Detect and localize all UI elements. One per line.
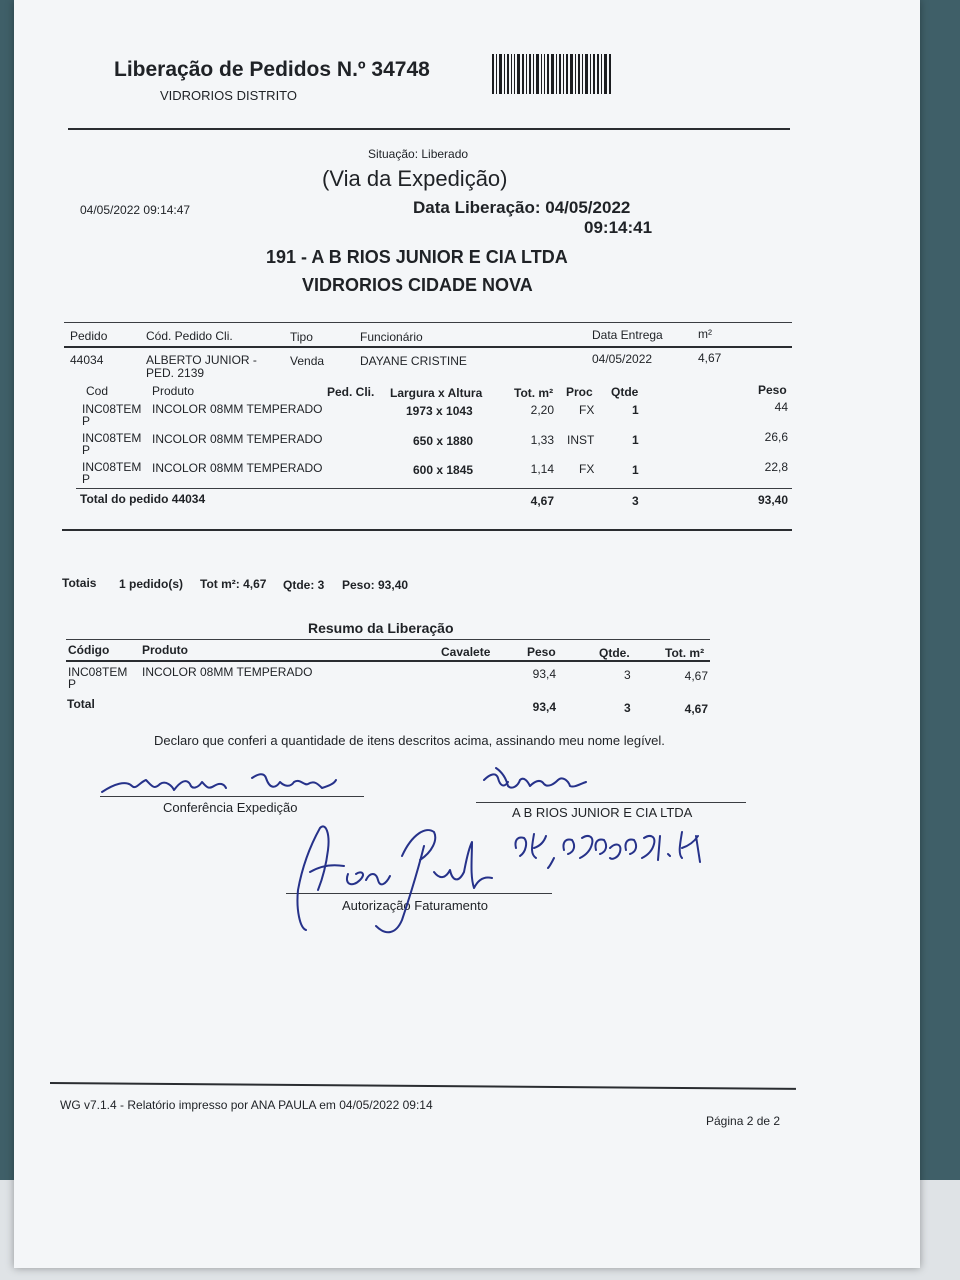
release-date: Data Liberação: 04/05/2022 <box>413 198 631 217</box>
resumo-total-peso: 93,4 <box>532 700 556 714</box>
order-tipo: Venda <box>290 354 325 368</box>
item-peso: 22,8 <box>764 460 788 474</box>
item-dims: 600 x 1845 <box>413 463 474 477</box>
document-title: Liberação de Pedidos N.º 34748 <box>114 58 430 81</box>
item-header-proc: Proc <box>566 385 593 399</box>
item-cod-suffix: P <box>82 414 91 428</box>
resumo-header-tot-m2: Tot. m² <box>665 646 705 660</box>
order-pedido: 44034 <box>70 353 104 367</box>
item-peso: 44 <box>774 400 788 414</box>
item-header-ped-cli: Ped. Cli. <box>327 385 375 399</box>
client-name: 191 - A B RIOS JUNIOR E CIA LTDA <box>266 247 568 267</box>
col-header-cod-cli: Cód. Pedido Cli. <box>146 329 233 343</box>
item-cod: INC08TEM <box>82 431 142 445</box>
resumo-peso: 93,4 <box>532 667 556 681</box>
item-qtde: 1 <box>632 463 639 477</box>
totals-pedidos: 1 pedido(s) <box>119 577 184 591</box>
footer-rule <box>50 1082 796 1090</box>
item-cod: INC08TEM <box>82 402 142 416</box>
printed-timestamp: 04/05/2022 09:14:47 <box>80 203 191 217</box>
item-qtde: 1 <box>632 403 639 417</box>
item-header-cod: Cod <box>86 384 109 398</box>
item-cod-suffix: P <box>82 472 91 486</box>
item-tot-m2: 2,20 <box>530 403 554 417</box>
order-data-entrega: 04/05/2022 <box>592 352 653 366</box>
totals-m2: Tot m²: 4,67 <box>200 577 267 591</box>
totals-peso: Peso: 93,40 <box>342 578 409 592</box>
item-header-qtde: Qtde <box>611 385 639 399</box>
item-header-produto: Produto <box>152 384 195 398</box>
item-cod-suffix: P <box>82 443 91 457</box>
item-cod: INC08TEM <box>82 460 142 474</box>
signature-conferencia-ink <box>102 774 336 792</box>
item-produto: INCOLOR 08MM TEMPERADO <box>152 402 323 416</box>
item-tot-m2: 1,33 <box>530 433 554 447</box>
order-total-qtde: 3 <box>632 494 639 508</box>
resumo-title: Resumo da Liberação <box>308 620 454 636</box>
resumo-total-m2: 4,67 <box>684 702 708 716</box>
declaration-text: Declaro que conferi a quantidade de itens descritos acima, assinando meu nome legível. <box>154 733 665 748</box>
item-produto: INCOLOR 08MM TEMPERADO <box>152 432 323 446</box>
situacao-label: Situação: Liberado <box>368 147 469 161</box>
col-header-data-entrega: Data Entrega <box>592 328 663 342</box>
item-produto: INCOLOR 08MM TEMPERADO <box>152 461 323 475</box>
item-peso: 26,6 <box>764 430 788 444</box>
item-dims: 1973 x 1043 <box>406 404 473 418</box>
item-qtde: 1 <box>632 433 639 447</box>
handwriting-layer <box>14 0 920 1000</box>
order-m2: 4,67 <box>698 351 722 365</box>
release-time: 09:14:41 <box>584 218 653 237</box>
item-header-dims: Largura x Altura <box>390 386 483 400</box>
item-dims: 650 x 1880 <box>413 434 474 448</box>
order-total-label: Total do pedido 44034 <box>80 492 206 506</box>
order-funcionario: DAYANE CRISTINE <box>360 354 467 368</box>
company-name: VIDRORIOS DISTRITO <box>160 88 297 103</box>
item-proc: INST <box>567 433 595 447</box>
signature-label-cliente: A B RIOS JUNIOR E CIA LTDA <box>512 805 693 820</box>
order-total-m2: 4,67 <box>530 494 554 508</box>
order-cod-cli-line2: PED. 2139 <box>146 366 205 380</box>
footer-page-number: Página 2 de 2 <box>706 1114 781 1128</box>
resumo-header-codigo: Código <box>68 643 110 657</box>
totals-qtde: Qtde: 3 <box>283 578 325 592</box>
item-header-tot-m2: Tot. m² <box>514 386 554 400</box>
signature-date-ink <box>515 832 700 868</box>
resumo-header-produto: Produto <box>142 643 188 657</box>
resumo-total-qtde: 3 <box>624 701 631 715</box>
footer-printed-by: WG v7.1.4 - Relatório impresso por ANA PAULA em 04/05/2022 09:14 <box>60 1098 433 1112</box>
item-proc: FX <box>579 403 595 417</box>
signature-autorizacao-ink <box>297 826 492 932</box>
col-header-funcionario: Funcionário <box>360 330 423 344</box>
resumo-produto: INCOLOR 08MM TEMPERADO <box>142 665 313 679</box>
resumo-header-peso: Peso <box>527 645 556 659</box>
resumo-codigo-suffix: P <box>68 677 77 691</box>
item-header-peso: Peso <box>758 383 787 397</box>
via-label: (Via da Expedição) <box>322 166 508 191</box>
resumo-header-qtde: Qtde. <box>599 646 630 660</box>
client-store: VIDRORIOS CIDADE NOVA <box>302 275 533 295</box>
resumo-qtde: 3 <box>624 668 631 682</box>
resumo-total-label: Total <box>67 697 95 711</box>
resumo-header-cavalete: Cavalete <box>441 645 491 659</box>
totals-label: Totais <box>62 576 97 590</box>
col-header-pedido: Pedido <box>70 329 108 343</box>
signature-label-autorizacao: Autorização Faturamento <box>342 898 488 913</box>
col-header-m2: m² <box>698 327 712 341</box>
signature-label-conferencia: Conferência Expedição <box>163 800 298 815</box>
document-page <box>14 0 920 1268</box>
col-header-tipo: Tipo <box>290 330 313 344</box>
order-cod-cli-line1: ALBERTO JUNIOR - <box>146 353 257 367</box>
item-tot-m2: 1,14 <box>530 462 554 476</box>
resumo-tot-m2: 4,67 <box>684 669 708 683</box>
signature-cliente-ink <box>484 768 586 788</box>
resumo-codigo: INC08TEM <box>68 665 128 679</box>
order-total-peso: 93,40 <box>757 493 788 507</box>
item-proc: FX <box>579 462 595 476</box>
